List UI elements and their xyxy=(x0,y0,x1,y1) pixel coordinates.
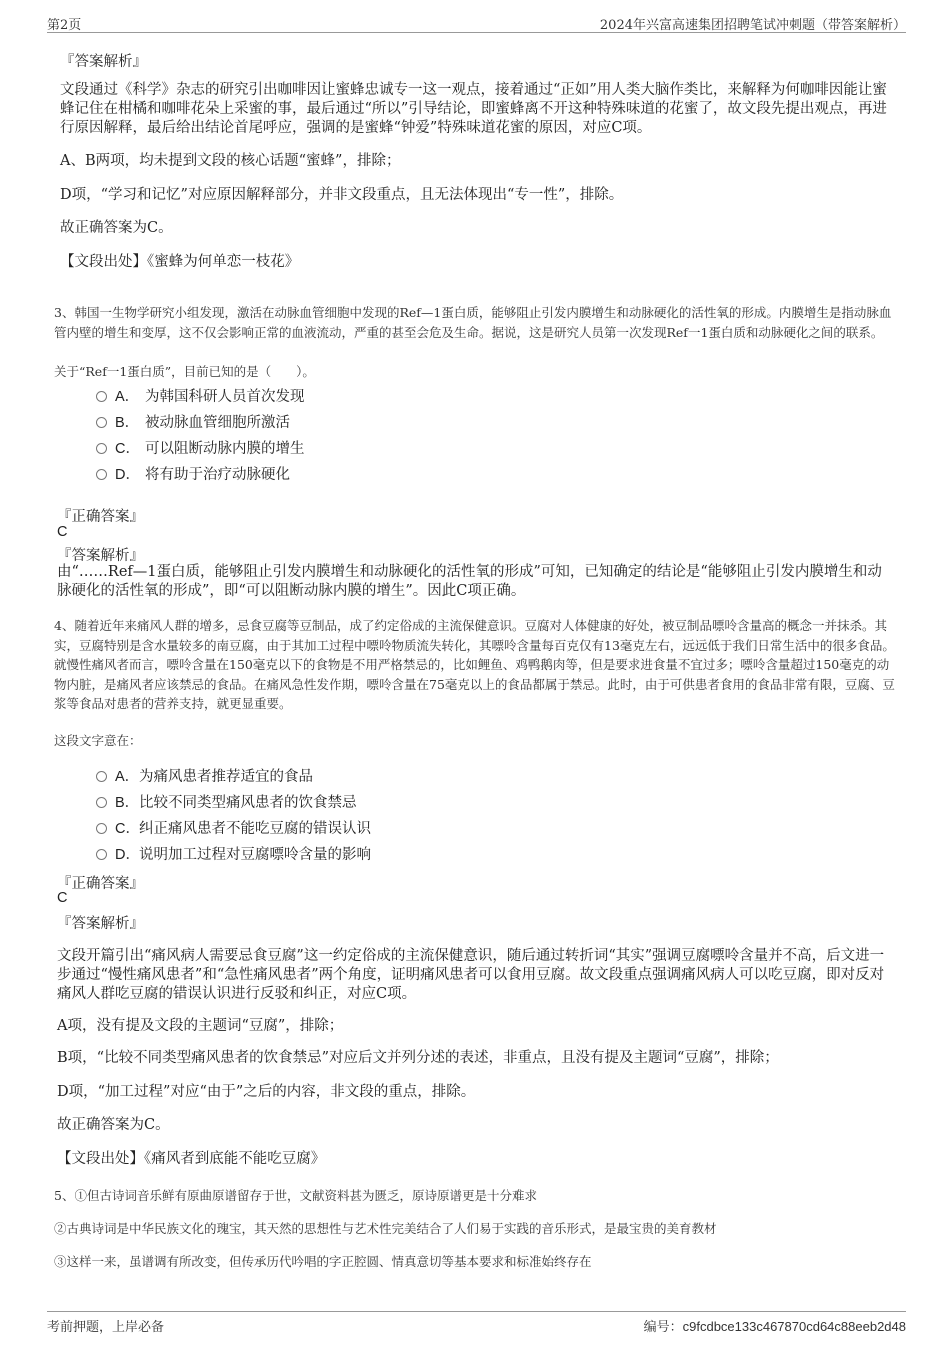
q2-source: 【文段出处】《蜜蜂为何单恋一枝花》 xyxy=(60,254,300,270)
option-letter: B． xyxy=(115,795,140,811)
footer-slogan: 考前押题，上岸必备 xyxy=(47,1320,165,1335)
q2-analysis-p2: A、B两项，均未提到文段的核心话题“蜜蜂”，排除； xyxy=(60,153,401,169)
q2-analysis-p3: D项，“学习和记忆”对应原因解释部分，并非文段重点，且无法体现出“专一性”，排除。 xyxy=(60,187,624,203)
radio-icon[interactable] xyxy=(96,443,107,454)
q4-stem: 4、随着近年来痛风人群的增多，忌食豆腐等豆制品，成了约定俗成的主流保健意识。豆腐对人体健康的好处，被豆制品嘌呤含量高的概念一并抹杀。其实，豆腐特别是含水量较多的南豆腐，由于其加工过程中嘌呤物质流失转化，其嘌呤含量每百克仅有13毫克左右，远远低于我们日常生活中的很多食品。就慢性痛风者而言，嘌呤含量在150毫克以下的食物是不用严格禁忌的，比如鲤鱼、鸡鸭鹅肉等，但是要求进食量不宜过多；嘌呤含量超过150毫克的动物内脏，是痛风者应该禁忌的食品。在痛风急性发作期，嘌呤含量在75毫克以上的食品都属于禁忌。此时，由于可供患者食用的食品非常有限，豆腐、豆浆等食品对患者的营养支持，就更显重要。 xyxy=(54,618,895,711)
q2-analysis-p1: 文段通过《科学》杂志的研究引出咖啡因让蜜蜂忠诚专一这一观点，接着通过“正如”用人类大脑作类比，来解释为何咖啡因能让蜜蜂记住在柑橘和咖啡花朵上采蜜的事，最后通过“所以”引导结论，即蜜蜂离不开这种特殊味道的花蜜了，故文段先提出观点，再进行原因解释，最后给出结论首尾呼应，强调的是蜜蜂“钟爱”特殊味道花蜜的原因，对应C项。 xyxy=(60,82,887,136)
option-text: 为韩国科研人员首次发现 xyxy=(145,389,305,405)
radio-icon[interactable] xyxy=(96,823,107,834)
option-text: 可以阻断动脉内膜的增生 xyxy=(145,441,305,457)
radio-icon[interactable] xyxy=(96,771,107,782)
q2-analysis-p4: 故正确答案为C。 xyxy=(60,220,173,236)
code-label: 编号： xyxy=(643,1320,683,1335)
q4-option-b[interactable] xyxy=(96,791,357,811)
q3-correct-label: 『正确答案』 xyxy=(57,509,144,525)
q4-option-c[interactable] xyxy=(96,817,371,837)
q5-sentence-1: 5、①但古诗词音乐鲜有原曲原谱留存于世，文献资料甚为匮乏，原诗原谱更是十分难求 xyxy=(54,1188,537,1203)
option-letter: D． xyxy=(115,467,140,483)
q3-analysis-label: 『答案解析』 xyxy=(57,548,144,564)
q4-question: 这段文字意在： xyxy=(54,733,142,748)
radio-icon[interactable] xyxy=(96,391,107,402)
option-letter: A． xyxy=(115,389,140,405)
option-text: 说明加工过程对豆腐嘌呤含量的影响 xyxy=(139,847,371,863)
q4-option-a[interactable] xyxy=(96,765,313,785)
option-text: 为痛风患者推荐适宜的食品 xyxy=(139,769,313,785)
option-text: 比较不同类型痛风患者的饮食禁忌 xyxy=(139,795,357,811)
document-code xyxy=(644,1316,906,1335)
q3-answer: C xyxy=(57,524,68,540)
q3-option-c[interactable] xyxy=(96,437,305,457)
radio-icon[interactable] xyxy=(96,417,107,428)
option-text: 纠正痛风患者不能吃豆腐的错误认识 xyxy=(139,821,371,837)
q4-analysis-p4: D项，“加工过程”对应“由于”之后的内容，非文段的重点，排除。 xyxy=(57,1084,476,1100)
option-letter: C． xyxy=(115,821,140,837)
radio-icon[interactable] xyxy=(96,797,107,808)
q4-analysis-p5: 故正确答案为C。 xyxy=(57,1117,170,1133)
option-letter: C． xyxy=(115,441,140,457)
q3-option-b[interactable] xyxy=(96,411,290,431)
q3-option-a[interactable] xyxy=(96,385,305,405)
q3-analysis: 由“……Ref—1蛋白质，能够阻止引发内膜增生和动脉硬化的活性氧的形成”可知，已知确定的结论是“能够阻止引发内膜增生和动脉硬化的活性氧的形成”，即“可以阻断动脉内膜的增生”。因此C项正确。 xyxy=(57,564,882,599)
radio-icon[interactable] xyxy=(96,849,107,860)
document-title: 2024年兴富高速集团招聘笔试冲刺题（带答案解析） xyxy=(599,18,906,33)
option-letter: A． xyxy=(115,769,140,785)
page-header xyxy=(47,12,906,33)
option-text: 将有助于治疗动脉硬化 xyxy=(145,467,290,483)
q4-analysis-p1: 文段开篇引出“痛风病人需要忌食豆腐”这一约定俗成的主流保健意识，随后通过转折词“其实”强调豆腐嘌呤含量并不高，后文进一步通过“慢性痛风患者”和“急性痛风患者”两个角度，证明痛风患者可以食用豆腐。故文段重点强调痛风病人可以吃豆腐，即对反对痛风人群吃豆腐的错误认识进行反驳和纠正，对应C项。 xyxy=(57,948,885,1002)
page-number: 第2页 xyxy=(47,18,82,33)
q2-analysis-label: 『答案解析』 xyxy=(60,54,147,70)
q4-source: 【文段出处】《痛风者到底能不能吃豆腐》 xyxy=(57,1151,326,1167)
q4-correct-label: 『正确答案』 xyxy=(57,876,144,892)
radio-icon[interactable] xyxy=(96,469,107,480)
q4-analysis-p2: A项，没有提及文段的主题词“豆腐”，排除； xyxy=(57,1018,344,1034)
q4-analysis-p3: B项，“比较不同类型痛风患者的饮食禁忌”对应后文并列分述的表述，非重点，且没有提及主题词“豆腐”，排除； xyxy=(57,1050,779,1066)
q3-option-d[interactable] xyxy=(96,463,290,483)
q3-question: 关于“Ref一1蛋白质”，目前已知的是（ ）。 xyxy=(54,364,315,379)
code-value: c9fcdbce133c467870cd64c88eeb2d48 xyxy=(682,1319,906,1334)
q5-sentence-3: ③这样一来，虽谱调有所改变，但传承历代吟唱的字正腔圆、情真意切等基本要求和标准始终存在 xyxy=(54,1254,592,1269)
q4-option-d[interactable] xyxy=(96,843,371,863)
page-footer xyxy=(47,1311,906,1336)
option-text: 被动脉血管细胞所激活 xyxy=(145,415,290,431)
q5-sentence-2: ②古典诗词是中华民族文化的瑰宝，其天然的思想性与艺术性完美结合了人们易于实践的音乐形式，是最宝贵的美育教材 xyxy=(54,1221,717,1236)
q4-analysis-label: 『答案解析』 xyxy=(57,916,144,932)
option-letter: D． xyxy=(115,847,140,863)
q4-answer: C xyxy=(57,890,68,906)
q3-stem: 3、韩国一生物学研究小组发现，激活在动脉血管细胞中发现的Ref—1蛋白质，能够阻止引发内膜增生和动脉硬化的活性氧的形成。内膜增生是指动脉血管内壁的增生和变厚，这不仅会影响正常的血液流动，严重的甚至会危及生命。据说，这是研究人员第一次发现Ref一1蛋白质和动脉硬化之间的联系。 xyxy=(54,305,892,340)
option-letter: B． xyxy=(115,415,140,431)
